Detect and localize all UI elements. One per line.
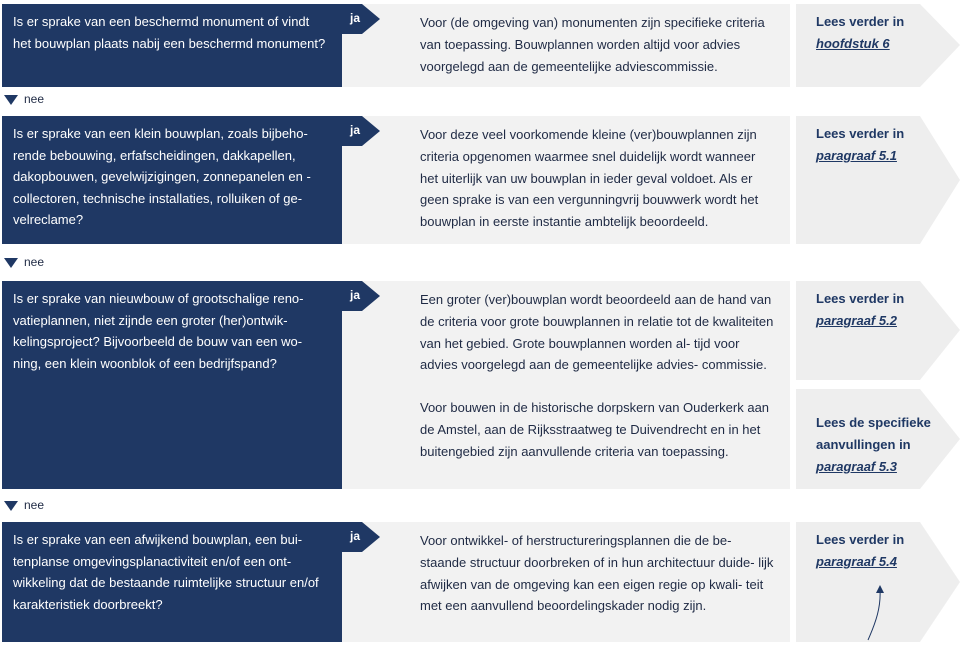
yes-arrow-shape-4 <box>342 522 380 552</box>
question-box-2 <box>2 116 342 244</box>
reference-prefix-1: Lees verder in <box>816 14 905 29</box>
description-box-1 <box>342 4 790 87</box>
reference-link-3a[interactable]: paragraaf 5.2 <box>816 313 897 328</box>
yes-label-4: ja <box>350 529 361 543</box>
down-triangle-icon <box>4 258 18 268</box>
down-triangle-icon <box>4 501 18 511</box>
reference-link-1[interactable]: hoofdstuk 6 <box>816 36 890 51</box>
yes-arrow-shape-2 <box>342 116 380 146</box>
yes-arrow-2 <box>342 116 380 146</box>
description-box-4 <box>342 522 790 642</box>
description-box-3 <box>342 281 790 489</box>
reference-box-3b[interactable] <box>796 389 962 489</box>
reference-prefix-2: Lees verder in <box>816 126 905 141</box>
down-triangle-icon <box>4 95 18 105</box>
question-text-2: Is er sprake van een klein bouwplan, zoals bijbeho- rende bebouwing, erfafscheidingen, dakkapellen, dakopbouwen, gevelwijzigingen, zonnepanelen en -collectoren, technische installaties, rolluiken of ge- velreclame? <box>13 126 311 227</box>
reference-link-4[interactable]: paragraaf 5.4 <box>816 554 897 569</box>
reference-box-3a[interactable] <box>796 281 962 380</box>
reference-prefix-3a: Lees verder in <box>816 291 905 306</box>
yes-arrow-3 <box>342 281 380 311</box>
reference-link-2[interactable]: paragraaf 5.1 <box>816 148 897 163</box>
description-text-3b: Voor bouwen in de historische dorpskern van Ouderkerk aan de Amstel, aan de Rijksstraatweg te Duivendrecht en in het buitengebied zijn aanvullende criteria van toepassing. <box>420 400 770 459</box>
yes-label-2: ja <box>350 123 361 137</box>
yes-arrow-1 <box>342 4 380 87</box>
question-box-4 <box>2 522 342 642</box>
reference-prefix-3b-line1: Lees de specifieke <box>816 415 931 430</box>
question-text-1: Is er sprake van een beschermd monument of vindt het bouwplan plaats nabij een beschermd monument? <box>13 14 326 51</box>
no-label-3: nee <box>24 498 45 512</box>
reference-box-1[interactable] <box>796 4 962 87</box>
description-text-3a: Een groter (ver)bouwplan wordt beoordeeld aan de hand van de criteria voor grote bouwplannen in relatie tot de kwaliteiten van het gebied. Grote bouwplannen worden al- tijd voor advies voorgelegd aan de gemeentelijke advies- commissie. <box>420 292 774 373</box>
description-text-2: Voor deze veel voorkomende kleine (ver)bouwplannen zijn criteria opgenomen waarmee snel duidelijk wordt wanneer het uiterlijk van uw bouwplan in ieder geval voldoet. Als er geen sprake is van een vergunningvrij bouwwerk wordt het bouwplan in eerste instantie ambtelijk beoordeeld. <box>420 127 759 230</box>
reference-prefix-3b-line2: aanvullingen in <box>816 437 911 452</box>
description-text-4: Voor ontwikkel- of herstructureringsplannen die de be- staande structuur doorbreken of in hun architectuur duide- lijk afwijken van de omgeving kan een eigen regie op kwali- teit met een aanvullend beoordelingskader nodig zijn. <box>420 533 774 614</box>
yes-label-1: ja <box>350 11 361 25</box>
description-box-2 <box>342 116 790 244</box>
question-box-3 <box>2 281 342 489</box>
yes-arrow-shape-3 <box>342 281 380 311</box>
reference-box-2[interactable] <box>796 116 962 244</box>
yes-arrow-shape-1 <box>342 4 380 87</box>
yes-label-3: ja <box>350 288 361 302</box>
no-label-2: nee <box>24 255 45 269</box>
reference-box-4[interactable] <box>796 522 962 642</box>
curved-arrow-icon <box>856 582 896 642</box>
question-text-4: Is er sprake van een afwijkend bouwplan, een bui- tenplanse omgevingsplanactiviteit en/of een ont- wikkeling dat de bestaande ruimtelijke structuur en/of karakteristiek doorbreekt? <box>13 532 319 612</box>
reference-prefix-4: Lees verder in <box>816 532 905 547</box>
question-text-3: Is er sprake van nieuwbouw of grootschalige reno- vatieplannen, niet zijnde een groter (her)ontwik- kelingsproject? Bijvoorbeeld de bouw van een wo- ning, een klein woonblok of een bedrijfspand? <box>13 291 304 371</box>
description-text-1: Voor (de omgeving van) monumenten zijn specifieke criteria van toepassing. Bouwplannen worden altijd voor advies voorgelegd aan de gemeentelijke adviescommissie. <box>420 15 765 74</box>
reference-link-3b[interactable]: paragraaf 5.3 <box>816 459 897 474</box>
question-box-1 <box>2 4 342 87</box>
yes-arrow-4 <box>342 522 380 552</box>
no-label-1: nee <box>24 92 45 106</box>
